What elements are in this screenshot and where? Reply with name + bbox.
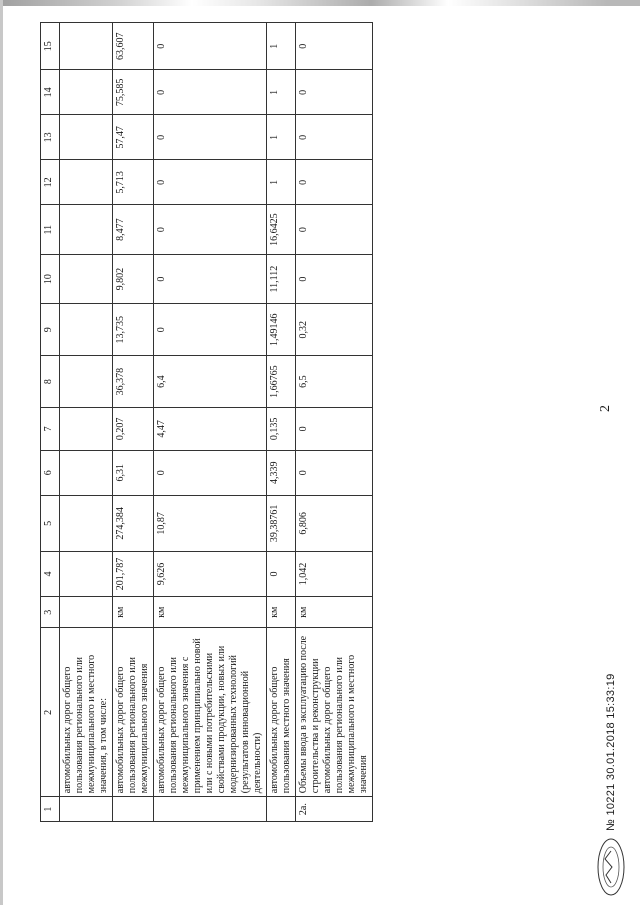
value-cell: 11,112 <box>267 254 296 304</box>
value-cell: 1,49146 <box>267 304 296 356</box>
value-cell: 5,713 <box>113 160 154 205</box>
value-cell: 10,87 <box>154 495 267 551</box>
indicator-name: Объемы ввода в эксплуатацию после строительства и реконструкции автомобильных дорог общего пользования регионального или межмуниципального и местного значения <box>296 628 373 797</box>
value-cell <box>60 115 113 160</box>
value-cell: 0 <box>154 70 267 115</box>
stamp-text: № 10221 30.01.2018 15:33:19 <box>605 673 617 831</box>
value-cell: 0,135 <box>267 407 296 450</box>
value-cell: 0 <box>154 450 267 495</box>
value-cell: 1 <box>267 70 296 115</box>
row-number: 2а. <box>296 797 373 822</box>
value-cell <box>60 356 113 408</box>
page-number: 2 <box>598 405 613 412</box>
value-cell: 4,47 <box>154 407 267 450</box>
table-header-row <box>41 23 60 822</box>
column-header: 5 <box>41 495 60 551</box>
value-cell: 0 <box>154 160 267 205</box>
value-cell: 75,585 <box>113 70 154 115</box>
column-header: 7 <box>41 407 60 450</box>
indicator-name: автомобильных дорог общего пользования регионального или межмуниципального значения с применением принципиально новой или с новыми потребительскими свойствами продукции, новых или модернизированных технологий (результатов инновационной деятельности) <box>154 628 267 797</box>
value-cell: 0 <box>154 205 267 255</box>
value-cell <box>60 205 113 255</box>
column-header: 6 <box>41 450 60 495</box>
column-header: 3 <box>41 596 60 628</box>
column-header: 8 <box>41 356 60 408</box>
table-row <box>267 23 296 822</box>
table-row <box>113 23 154 822</box>
value-cell: 1 <box>267 115 296 160</box>
indicator-table <box>40 22 373 822</box>
registration-stamp <box>596 673 626 897</box>
value-cell: 0,32 <box>296 304 373 356</box>
value-cell: 1,042 <box>296 551 373 596</box>
value-cell: 16,6425 <box>267 205 296 255</box>
unit-cell: км <box>267 596 296 628</box>
value-cell <box>60 450 113 495</box>
table-row <box>296 23 373 822</box>
value-cell: 0 <box>154 115 267 160</box>
value-cell: 0 <box>267 551 296 596</box>
value-cell: 6,4 <box>154 356 267 408</box>
value-cell: 13,735 <box>113 304 154 356</box>
value-cell: 36,378 <box>113 356 154 408</box>
value-cell: 0 <box>296 115 373 160</box>
value-cell: 39,38761 <box>267 495 296 551</box>
indicator-name: автомобильных дорог общего пользования местного значения <box>267 628 296 797</box>
unit-cell <box>60 596 113 628</box>
value-cell: 0 <box>154 254 267 304</box>
seal-logo-icon <box>596 837 626 897</box>
column-header: 9 <box>41 304 60 356</box>
value-cell: 57,47 <box>113 115 154 160</box>
column-header: 15 <box>41 23 60 70</box>
value-cell: 0 <box>154 23 267 70</box>
value-cell <box>60 160 113 205</box>
value-cell: 201,787 <box>113 551 154 596</box>
unit-cell: км <box>154 596 267 628</box>
value-cell: 6,806 <box>296 495 373 551</box>
column-header: 1 <box>41 797 60 822</box>
column-header: 13 <box>41 115 60 160</box>
value-cell: 9,626 <box>154 551 267 596</box>
value-cell: 0 <box>154 304 267 356</box>
column-header: 12 <box>41 160 60 205</box>
value-cell: 0 <box>296 254 373 304</box>
indicator-name: автомобильных дорог общего пользования регионального или межмуниципального и местного значения, в том числе: <box>60 628 113 797</box>
value-cell: 0 <box>296 23 373 70</box>
column-header: 10 <box>41 254 60 304</box>
value-cell: 0 <box>296 160 373 205</box>
value-cell <box>60 254 113 304</box>
value-cell: 0,207 <box>113 407 154 450</box>
column-header: 2 <box>41 628 60 797</box>
column-header: 11 <box>41 205 60 255</box>
column-header: 14 <box>41 70 60 115</box>
row-number <box>113 797 154 822</box>
value-cell <box>60 407 113 450</box>
indicator-name: автомобильных дорог общего пользования регионального или межмуниципального значения <box>113 628 154 797</box>
value-cell: 9,802 <box>113 254 154 304</box>
value-cell <box>60 70 113 115</box>
value-cell: 1 <box>267 23 296 70</box>
unit-cell: км <box>113 596 154 628</box>
value-cell: 8,477 <box>113 205 154 255</box>
value-cell: 0 <box>296 205 373 255</box>
value-cell: 0 <box>296 450 373 495</box>
value-cell <box>60 304 113 356</box>
value-cell: 4,339 <box>267 450 296 495</box>
table-row <box>60 23 113 822</box>
value-cell: 6,5 <box>296 356 373 408</box>
value-cell <box>60 23 113 70</box>
table-row <box>154 23 267 822</box>
value-cell: 1 <box>267 160 296 205</box>
row-number <box>154 797 267 822</box>
value-cell: 6,31 <box>113 450 154 495</box>
row-number <box>267 797 296 822</box>
value-cell: 0 <box>296 407 373 450</box>
value-cell: 1,66765 <box>267 356 296 408</box>
row-number <box>60 797 113 822</box>
unit-cell: км <box>296 596 373 628</box>
column-header: 4 <box>41 551 60 596</box>
value-cell <box>60 495 113 551</box>
value-cell: 63,607 <box>113 23 154 70</box>
value-cell <box>60 551 113 596</box>
value-cell: 274,384 <box>113 495 154 551</box>
value-cell: 0 <box>296 70 373 115</box>
